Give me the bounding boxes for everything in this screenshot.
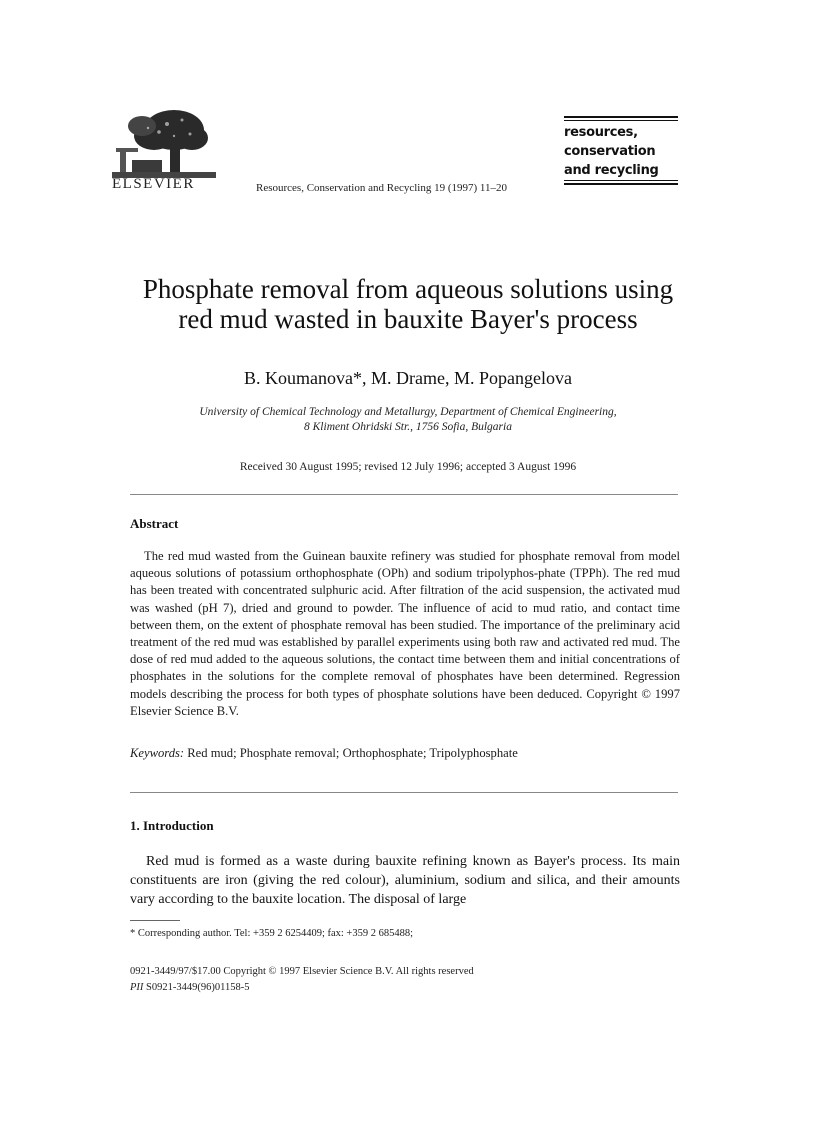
affiliation bbox=[60, 405, 756, 435]
affiliation-line: 8 Kliment Ohridski Str., 1756 Sofia, Bulgaria bbox=[304, 421, 512, 433]
divider bbox=[130, 494, 678, 495]
received-dates: Received 30 August 1995; revised 12 July 1996; accepted 3 August 1996 bbox=[239, 461, 577, 473]
article-title bbox=[60, 274, 756, 334]
author-list: B. Koumanova*, M. Drame, M. Popangelova bbox=[244, 368, 572, 388]
journal-logo-line: and recycling bbox=[564, 163, 659, 178]
keywords-list: Red mud; Phosphate removal; Orthophosphate; Tripolyphosphate bbox=[187, 746, 518, 760]
pii-value: S0921-3449(96)01158-5 bbox=[146, 982, 250, 993]
logo-rule bbox=[564, 116, 678, 118]
divider bbox=[130, 792, 678, 793]
introduction-text: Red mud is formed as a waste during bauxite refining known as Bayer's process. Its main constituents are iron (giving the red colour), aluminium, sodium and silica, and their amounts vary according to the bauxite location. The disposal of large bbox=[130, 854, 680, 907]
copyright-block bbox=[130, 964, 474, 996]
logo-rule bbox=[564, 120, 678, 121]
copyright-line: 0921-3449/97/$17.00 Copyright © 1997 Elsevier Science B.V. All rights reserved bbox=[130, 966, 474, 977]
footnote: * Corresponding author. Tel: +359 2 6254409; fax: +359 2 685488; bbox=[130, 928, 414, 939]
introduction-heading: 1. Introduction bbox=[130, 818, 214, 833]
publisher-name: ELSEVIER bbox=[112, 176, 195, 192]
journal-logo-line: resources, bbox=[564, 125, 638, 140]
keywords bbox=[130, 746, 680, 761]
keywords-label: Keywords: bbox=[130, 746, 185, 760]
elsevier-tree-icon bbox=[112, 108, 216, 178]
logo-rule bbox=[564, 180, 678, 181]
title-line: Phosphate removal from aqueous solutions using bbox=[142, 274, 674, 304]
journal-citation: Resources, Conservation and Recycling 19 (1997) 11–20 bbox=[256, 182, 508, 194]
journal-logo-line: conservation bbox=[564, 144, 656, 159]
title-line: red mud wasted in bauxite Bayer's process bbox=[178, 304, 638, 334]
footnote-divider bbox=[130, 920, 180, 921]
journal-logo bbox=[564, 116, 678, 187]
pii-label: PII bbox=[130, 982, 144, 993]
abstract-text: The red mud wasted from the Guinean bauxite refinery was studied for phosphate removal from model aqueous solutions of potassium orthophosphate (OPh) and sodium tripolyphos-phate (TPPh). The red mud has been treated with concentrated sulphuric acid. After filtration of the acid suspension, the activated mud was washed (pH 7), dried and ground to powder. The influence of acid to mud ratio, and contact time between them, on the extent of phosphate removal has been studied. The importance of the preliminary acid treatment of the red mud was established by parallel experiments using both raw and activated red mud. The dose of red mud added to the aqueous solutions, the contact time between them and initial concentrations of phosphates in the solutions for the complete removal of phosphates have been determined. Regression models describing the process for both types of phosphate solutions have been deduced. Copyright © 1997 Elsevier Science B.V. bbox=[130, 549, 680, 718]
abstract-heading: Abstract bbox=[130, 516, 179, 531]
pii-line bbox=[130, 980, 474, 996]
affiliation-line: University of Chemical Technology and Metallurgy, Department of Chemical Engineering, bbox=[199, 406, 617, 418]
logo-rule bbox=[564, 183, 678, 185]
